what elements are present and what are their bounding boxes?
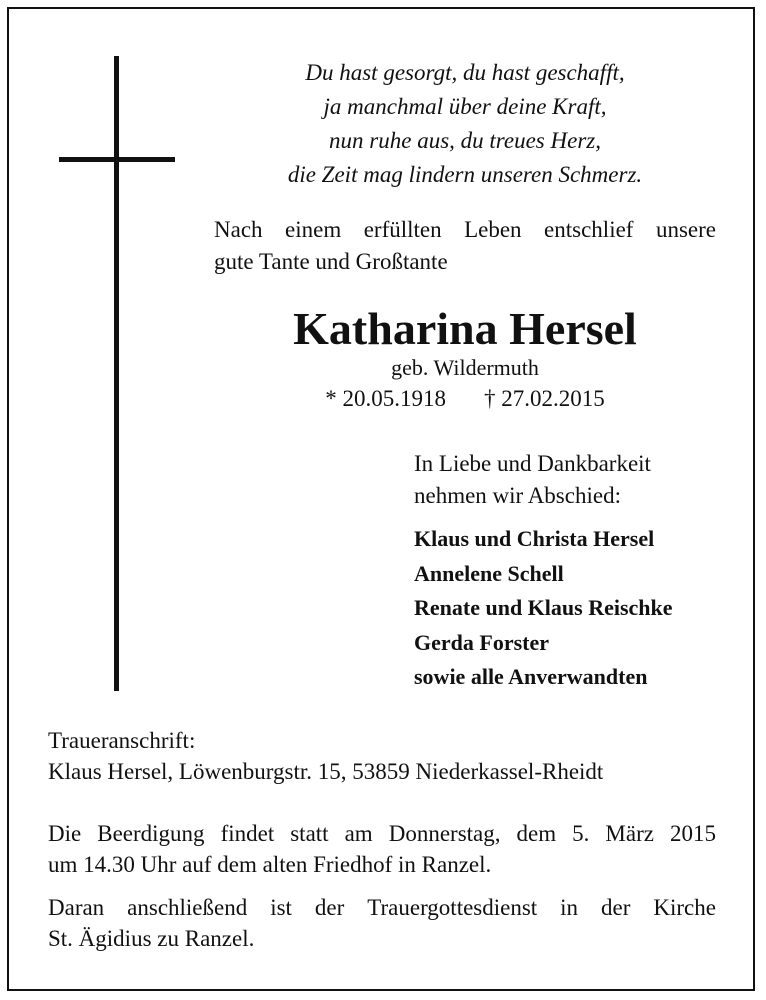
word: in <box>560 895 579 920</box>
word: Donnerstag, <box>388 821 501 846</box>
word: Daran <box>48 895 105 920</box>
mourner-name: Annelene Schell <box>414 560 564 586</box>
farewell-line: In Liebe und Dankbarkeit <box>414 451 651 476</box>
service-line-2: St. Ägidius zu Ranzel. <box>48 926 255 951</box>
service-line-1 <box>48 892 716 923</box>
word: entschlief <box>544 217 634 242</box>
word: Trauergottesdienst <box>367 895 538 920</box>
funeral-info <box>48 818 716 880</box>
funeral-line-2: um 14.30 Uhr auf dem alten Friedhof in Ranzel. <box>48 852 492 877</box>
word: erfüllten <box>363 217 442 242</box>
farewell-line: nehmen wir Abschied: <box>414 483 621 508</box>
address-value: Klaus Hersel, Löwenburgstr. 15, 53859 Niederkassel-Rheidt <box>48 759 604 784</box>
word: findet <box>220 821 275 846</box>
cross-vertical-bar <box>114 56 119 691</box>
intro-line-2: gute Tante und Großtante <box>214 249 448 274</box>
deceased-name: Katharina Hersel <box>293 303 637 354</box>
maiden-name: geb. Wildermuth <box>391 355 539 380</box>
poem <box>200 56 730 192</box>
mourner-name: Klaus und Christa Hersel <box>414 526 655 551</box>
word: Beerdigung <box>97 821 205 846</box>
poem-line: nun ruhe aus, du treues Herz, <box>329 128 601 153</box>
word: Die <box>48 821 82 846</box>
word: ist <box>270 895 292 920</box>
funeral-line-1 <box>48 818 716 849</box>
word: unsere <box>655 217 716 242</box>
mourner-name: Renate und Klaus Reischke <box>414 595 673 620</box>
death-date: † 27.02.2015 <box>484 386 605 411</box>
intro-line-1 <box>214 214 716 246</box>
mourner-name: sowie alle Anverwandten <box>414 664 648 689</box>
intro-text <box>214 214 716 278</box>
poem-line: ja manchmal über deine Kraft, <box>323 94 607 119</box>
service-info <box>48 892 716 954</box>
word: der <box>601 895 631 920</box>
address-label: Traueranschrift: <box>48 728 196 753</box>
word: Leben <box>464 217 522 242</box>
birth-date: * 20.05.1918 <box>325 386 446 411</box>
word: einem <box>285 217 342 242</box>
farewell-text <box>414 448 651 512</box>
cross-horizontal-bar <box>59 157 175 162</box>
word: Nach <box>214 217 263 242</box>
word: der <box>314 895 345 920</box>
mourners-list <box>414 522 673 695</box>
word: statt <box>290 821 329 846</box>
word: 5. <box>572 821 590 846</box>
word: dem <box>516 821 557 846</box>
word: anschließend <box>127 895 248 920</box>
poem-line: die Zeit mag lindern unseren Schmerz. <box>287 162 643 187</box>
word: Kirche <box>653 895 716 920</box>
word: am <box>344 821 373 846</box>
mourner-name: Gerda Forster <box>414 629 549 655</box>
word: März <box>605 821 654 846</box>
word: 2015 <box>669 821 716 846</box>
life-dates <box>200 384 730 414</box>
poem-line: Du hast gesorgt, du hast geschafft, <box>305 60 625 85</box>
